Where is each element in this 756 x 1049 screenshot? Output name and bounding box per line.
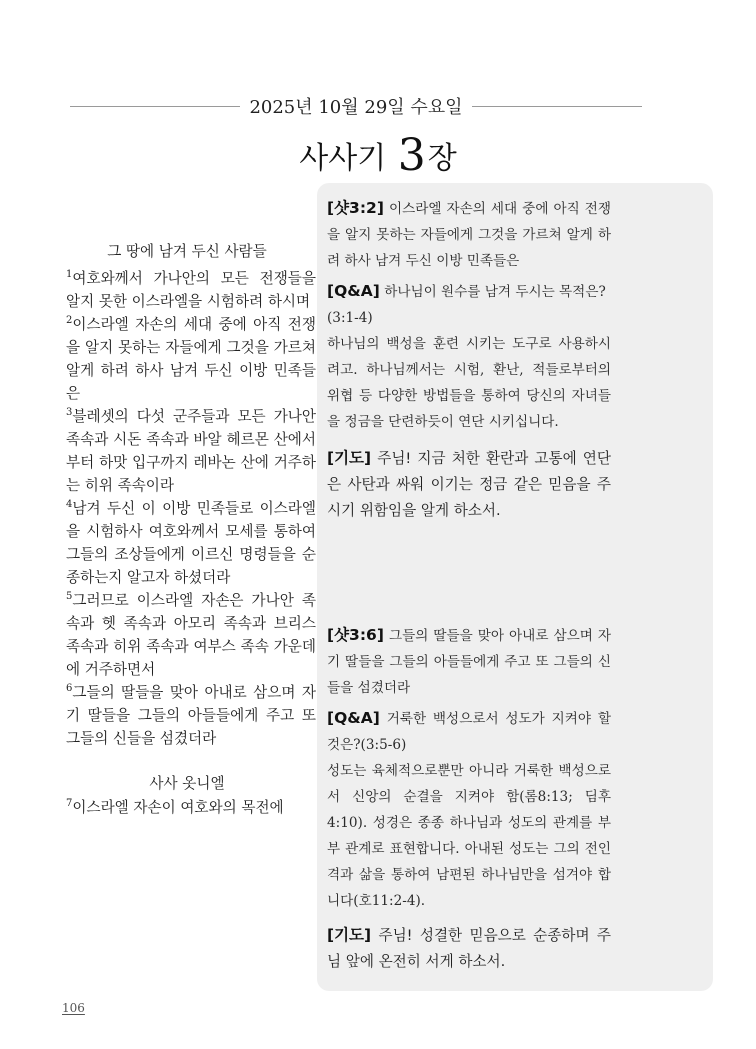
chapter-number: 3 [397, 130, 426, 181]
key-verse-tag: [샷3:6] [327, 626, 384, 644]
prayer-text: 주님! 성결한 믿음으로 순종하며 주님 앞에 온전히 서게 하소서. [327, 927, 612, 970]
book-name: 사사기 [299, 141, 387, 176]
verse-text: 남겨 두신 이 이방 민족들로 이스라엘을 시험하사 여호와께서 모세를 통하여 그들의 조상들에게 이르신 명령들을 순종하는지 알고자 하셨더라 [66, 500, 316, 586]
verse [66, 681, 316, 750]
divider-left [70, 106, 240, 107]
verse-text: 블레셋의 다섯 군주들과 모든 가나안 족속과 시돈 족속과 바알 헤르몬 산에서부터 하맛 입구까지 레바논 산에 거주하는 히위 족속이라 [66, 408, 316, 494]
verse-number: 3 [66, 407, 73, 418]
commentary-block-2 [327, 622, 611, 975]
verse [66, 589, 316, 681]
verse-number: 7 [66, 798, 73, 809]
qa-question-text: 거룩한 백성으로서 성도가 지켜야 할 것은?(3:5-6) [327, 711, 611, 753]
verse-number: 2 [66, 315, 73, 326]
verse-text: 이스라엘 자손이 여호와의 목전에 [72, 799, 284, 816]
scripture-column [66, 240, 316, 819]
verse-number: 6 [66, 683, 73, 694]
verse-text: 그들의 딸들을 맞아 아내로 삼으며 자기 딸들을 그들의 아들들에게 주고 또 그들의 신들을 섬겼더라 [66, 684, 316, 747]
reading-date: 2025년 10월 29일 수요일 [249, 97, 463, 118]
chapter-title [0, 130, 756, 181]
section-heading: 사사 옷니엘 [149, 775, 225, 792]
key-verse-text: 이스라엘 자손의 세대 중에 아직 전쟁을 알지 못하는 자들에게 그것을 가르쳐 알게 하려 하사 남겨 두신 이방 민족들은 [327, 201, 612, 269]
qa-answer: 성도는 육체적으로뿐만 아니라 거룩한 백성으로서 신앙의 순결을 지켜야 함(롬8:13; 딤후4:10). 성경은 종종 하나님과 성도의 관계를 부부 관계로 표현합니다. 아내된 성도는 그의 전인격과 삶을 통하여 남편된 하나님만을 섬겨야 합니다(호11:2-4). [327, 763, 611, 909]
qa-question [327, 705, 611, 758]
prayer-text: 주님! 지금 처한 환란과 고통에 연단은 사탄과 싸워 이기는 정금 같은 믿음을 주시기 위함임을 알게 하소서. [327, 450, 611, 519]
page-number: 106 [62, 1001, 85, 1015]
chapter-suffix: 장 [427, 141, 457, 176]
qa-tag: [Q&A] [327, 709, 380, 727]
verse-number: 5 [66, 591, 73, 602]
date-header [70, 93, 642, 119]
prayer-tag: [기도] [327, 449, 372, 467]
verse-text: 그러므로 이스라엘 자손은 가나안 족속과 헷 족속과 아모리 족속과 브리스 족속과 히위 족속과 여부스 족속 가운데에 거주하면서 [66, 592, 316, 678]
qa-tag: [Q&A] [327, 282, 380, 300]
verse-number: 1 [66, 269, 73, 280]
prayer [327, 445, 611, 524]
verse-number: 4 [66, 499, 73, 510]
verse [66, 313, 316, 405]
key-verse [327, 622, 611, 701]
divider-right [472, 106, 642, 107]
prayer-tag: [기도] [327, 926, 372, 944]
prayer [327, 922, 611, 975]
spacer [66, 750, 316, 772]
commentary-block-1 [327, 195, 611, 524]
verse-text: 여호와께서 가나안의 모든 전쟁들을 알지 못한 이스라엘을 시험하려 하시며 [66, 270, 316, 310]
verse [66, 405, 316, 497]
verse [66, 796, 316, 819]
verse [66, 497, 316, 589]
section-heading: 그 땅에 남겨 두신 사람들 [107, 243, 267, 260]
qa-reference: (3:1-4) [327, 310, 373, 326]
key-verse-tag: [샷3:2] [327, 199, 384, 217]
verse-text: 이스라엘 자손의 세대 중에 아직 전쟁을 알지 못하는 자들에게 그것을 가르쳐 알게 하려 하사 남겨 두신 이방 민족들은 [66, 316, 316, 402]
key-verse-text: 그들의 딸들을 맞아 아내로 삼으며 자기 딸들을 그들의 아들들에게 주고 또 그들의 신들을 섬겼더라 [327, 628, 612, 696]
qa-question-text: 하나님이 원수를 남겨 두시는 목적은? [384, 284, 606, 300]
key-verse [327, 195, 611, 274]
qa-question [327, 278, 611, 305]
qa-answer: 하나님의 백성을 훈련 시키는 도구로 사용하시려고. 하나님께서는 시험, 환난, 적들로부터의 위협 등 다양한 방법들을 통하여 당신의 자녀들을 정금을 단련하듯이 연단 시키십니다. [327, 336, 611, 430]
verse [66, 267, 316, 313]
